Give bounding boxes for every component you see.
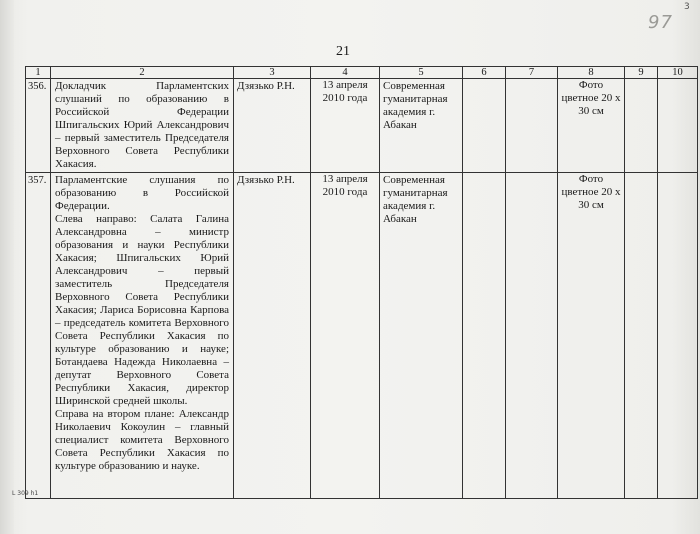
empty-cell <box>625 173 658 499</box>
column-header: 2 <box>51 67 234 79</box>
column-header: 7 <box>506 67 558 79</box>
photo-date: 13 апреля 2010 года <box>311 79 380 173</box>
photo-format: Фото цветное 20 х 30 см <box>558 79 625 173</box>
table-header-row <box>26 67 698 79</box>
description-paragraph: Слева направо: Салата Галина Александровна – министр образования и науки Республики Хакасия; Шпигальских Юрий Александрович – первый заместитель Председателя Верховного Совета Республики Хакасия; Лариса Борисовна Карпова – председатель комитета Верховного Совета Республики Хакасия по культуре образованию и науке; Ботандаева Надежда Николаевна – депутат Верховного Совета Республики Хакасия, директор Ширинской средней школы. <box>55 213 229 407</box>
column-header: 9 <box>625 67 658 79</box>
empty-cell <box>463 79 506 173</box>
column-header: 1 <box>26 67 51 79</box>
corner-mark: 3 <box>684 2 690 12</box>
column-header: 3 <box>234 67 311 79</box>
footer-code: L 309 h1 <box>12 490 39 497</box>
photo-place: Современная гуманитарная академия г. Абакан <box>380 173 463 499</box>
scan-binding-edge <box>0 0 14 534</box>
row-number: 357. <box>26 173 51 499</box>
photo-author: Дзязько Р.Н. <box>234 79 311 173</box>
column-header: 6 <box>463 67 506 79</box>
empty-cell <box>625 79 658 173</box>
register-table <box>25 66 698 499</box>
table-row <box>26 79 698 173</box>
photo-author: Дзязько Р.Н. <box>234 173 311 499</box>
photo-description <box>51 173 234 499</box>
column-header: 5 <box>380 67 463 79</box>
photo-place: Современная гуманитарная академия г. Абакан <box>380 79 463 173</box>
row-number: 356. <box>26 79 51 173</box>
empty-cell <box>463 173 506 499</box>
column-header: 4 <box>311 67 380 79</box>
description-paragraph: Парламентские слушания по образованию в Российской Федерации. <box>55 174 229 212</box>
empty-cell <box>506 173 558 499</box>
column-header: 8 <box>558 67 625 79</box>
empty-cell <box>658 79 698 173</box>
description-paragraph: Докладчик Парламентских слушаний по образованию в Российской Федерации Шпигальских Юрий Александрович – первый заместитель Председателя Верховного Совета Республики Хакасия. <box>55 80 229 170</box>
table-row <box>26 173 698 499</box>
photo-date: 13 апреля 2010 года <box>311 173 380 499</box>
page-number: 21 <box>336 44 350 59</box>
empty-cell <box>658 173 698 499</box>
handwritten-page-number: 97 <box>648 12 673 33</box>
photo-format: Фото цветное 20 х 30 см <box>558 173 625 499</box>
empty-cell <box>506 79 558 173</box>
photo-description <box>51 79 234 173</box>
description-paragraph: Справа на втором плане: Александр Николаевич Кокоулин – главный специалист комитета Верховного Совета Республики Хакасия по культуре образованию и науке. <box>55 408 229 472</box>
column-header: 10 <box>658 67 698 79</box>
